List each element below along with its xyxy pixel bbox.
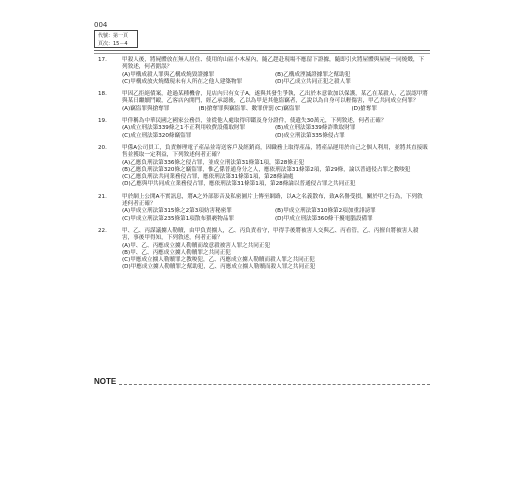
question-item <box>98 57 428 86</box>
question-item <box>98 194 428 223</box>
question-number: 20. <box>98 144 107 151</box>
options-block <box>122 106 428 113</box>
header-rule <box>94 50 430 51</box>
option-item: (C)甲構成放火燒燬現未有人所在之他人建築物罪 <box>122 78 243 85</box>
option-item: (D)甲成立刑法第360條干擾電腦設備罪 <box>275 215 373 222</box>
option-row <box>122 106 428 113</box>
note-line <box>119 384 430 385</box>
option-item: (B)成立刑法第339條詐欺取財罪 <box>275 125 356 132</box>
option-item: (A)乙應負刑法第336條之侵占罪，並成立刑法第31條第1項，第28條正犯 <box>122 159 305 166</box>
option-row <box>122 72 428 79</box>
code-line-1: 代號：第一頁 <box>98 33 129 39</box>
option-row <box>122 125 428 132</box>
options-block <box>122 208 428 223</box>
option-item: (B)甲成立刑法第310條第2項加重誹謗罪 <box>275 208 376 215</box>
question-stem: 甲因乙拒絕債案，趁過某種機會，見店內只有女子A，遂與其發生爭執，乙出於本意欲加以保護，某乙在某殺人，乙誤認甲將與某日繼續鬥毆，乙客店內開門，經乙承認後，乙以為甲是其他盜竊者，乙說以為自身可以輕傷害，甲乙共同成立何罪？ <box>122 91 428 105</box>
question-item <box>98 91 428 113</box>
options-block <box>122 160 428 189</box>
question-item <box>98 228 428 272</box>
option-item: (A)竊盜罪與搶奪罪 <box>122 105 170 112</box>
option-item: (B)乙應負刑法第320條之竊盜罪，惟乙係普通身分之人，應依刑法第31條第2項，第29條，論以普通侵占罪之教唆犯 <box>122 166 411 173</box>
option-item: (C)甲應成立擄人勒贖罪之教唆犯，乙、丙應成立擄人勒贖而殺人罪之共同正犯 <box>122 257 315 264</box>
question-number: 19. <box>98 118 107 125</box>
question-item <box>98 118 428 140</box>
options-block <box>122 125 428 140</box>
question-number: 18. <box>98 91 107 98</box>
questions-list <box>98 57 428 277</box>
option-item: (D)搶奪罪 <box>351 105 377 112</box>
question-stem: 甲於網上公開A不實訊息，將A之外部影音及私密圖片上傳至網路，以A之名義散布，致A名譽受損，關於甲之行為，下列敘述何者正確？ <box>122 193 423 208</box>
option-item: (A)甲成立刑法第315條之2第3項妨害秘密罪 <box>122 208 232 215</box>
option-item: (A)成立刑法第339條之1不正利用收費設備取財罪 <box>122 125 246 132</box>
option-item: (B)甲、乙、丙應成立擄人勒贖罪之共同正犯 <box>122 249 231 256</box>
header-rule-thin <box>94 53 430 54</box>
option-item: (D)成立刑法第335條侵占罪 <box>275 132 345 139</box>
option-item: (D)甲乙成立共同正犯之殺人罪 <box>275 78 351 85</box>
option-item: (D)乙應與甲共同成立業務侵占罪，應依刑法第31條第1項，第28條論以普通侵占罪之共同正犯 <box>122 181 356 188</box>
option-row <box>122 133 428 140</box>
question-stem: 甲佯稱為中華民國之國家公務員，並從他人處取得印鑑及身分證件，使遺失30萬元，下列敘述，何者正確？ <box>122 118 387 125</box>
code-line-2: 頁次：15－4 <box>98 41 128 47</box>
note-label: NOTE <box>94 377 117 386</box>
option-row <box>122 208 428 215</box>
options-block <box>122 243 428 272</box>
option-item: (D)甲應成立擄人勒贖罪之幫助犯，乙、丙應成立擄人勒贖而殺人罪之共同正犯 <box>122 264 316 271</box>
option-item: (C)乙應負刑法共同業務侵占罪，應依刑法第31條第1項，第28條論處 <box>122 174 294 181</box>
option-item: (C)成立刑法第320條竊盜罪 <box>122 132 192 139</box>
question-stem: 甲係A公司員工，負責辦理電子產品並寄送客戶及經銷商，因職務上取得產品，將產品運用於自己之個人利用，並將其直接販售並獲取一定利益，下列敘述何者正確？ <box>122 144 428 159</box>
question-number: 21. <box>98 193 107 200</box>
exam-code-box <box>94 30 138 48</box>
option-item: (B)搶奪罪與竊盜罪、數罪併罰 <box>198 105 274 112</box>
option-item: (C)甲成立刑法第235條第1項散布猥褻物品罪 <box>122 215 235 222</box>
question-number: 17. <box>98 57 107 63</box>
option-item: (C)竊盜罪 <box>275 105 301 112</box>
question-stem: 甲、乙、丙謀議擄人勒贖，由甲負責擄人，乙、丙負責看守，甲得手後將被害人交與乙、丙看管，乙、丙擅自將被害人殺害，事後甲得知，下列敘述，何者正確？ <box>122 227 419 242</box>
question-item <box>98 145 428 189</box>
option-item: (A)甲、乙、丙應成立擄人勒贖而故意殺被害人罪之共同正犯 <box>122 242 271 249</box>
options-block <box>122 72 428 87</box>
option-row <box>122 79 428 86</box>
page-number: 004 <box>94 21 108 29</box>
option-item: (A)甲構成殺人罪與乙構成燒毀證據罪 <box>122 71 215 78</box>
option-row <box>122 216 428 223</box>
question-stem: 甲殺人後，將屍體放在無人居住、使用的山區小木屋內，隨乙趕赴現場不應留下證據，隨即引火將屋體與屋屍一同燒燬，下列敘述，何者錯誤？ <box>122 57 425 71</box>
question-number: 22. <box>98 227 107 234</box>
option-item: (B)乙構成湮滅證據罪之幫助犯 <box>275 71 351 78</box>
